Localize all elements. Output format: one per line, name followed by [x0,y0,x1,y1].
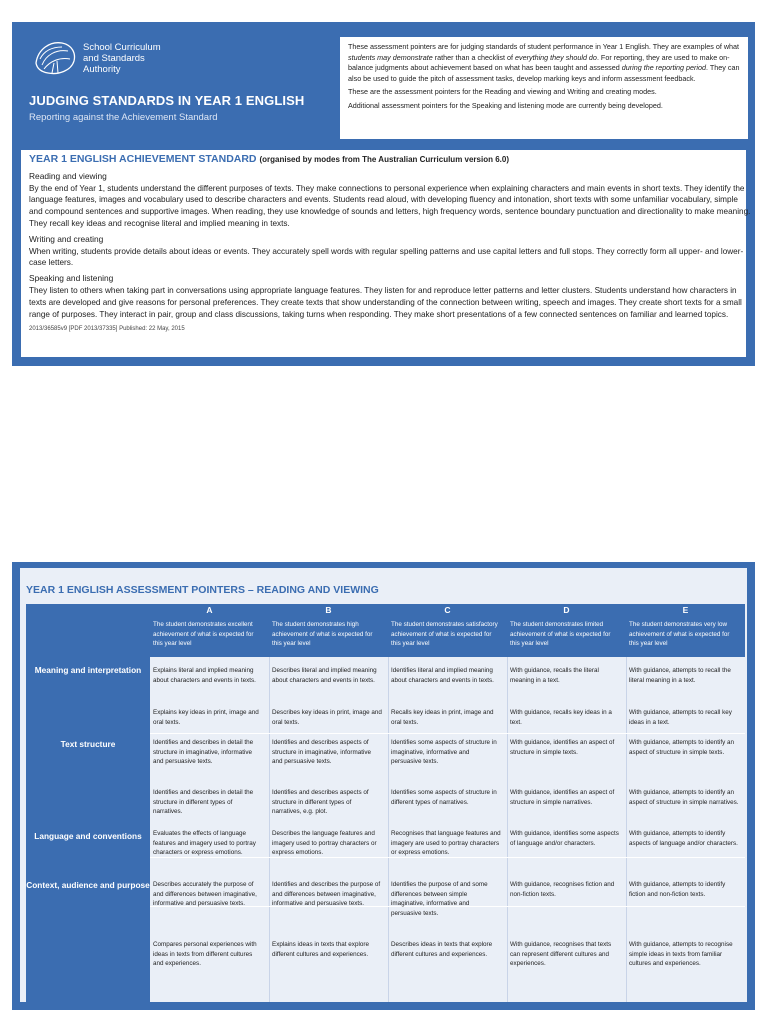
publication-meta: 2013/36585v9 [PDF 2013/37335] Published: 22 May, 2015 [29,326,185,333]
reading-text: By the end of Year 1, students understand the different purposes of texts. They make connections to personal experience when explaining characters and main events in short texts. They identify the language features, images and vocabulary used to describe characters and events. Students read aloud, with developing fluency and intonation, short texts with some unfamiliar vocabulary, simple and compound sentences and supportive images. When reading, they use knowledge of sounds and letters, high frequency words, sentence boundary punctuation and directionality to make meaning. They recall key ideas and recognise literal and implied meaning in texts. [29,183,751,228]
table-cell: With guidance, attempts to identify an aspect of structure in simple texts. [629,739,735,756]
table-cell: With guidance, identifies an aspect of structure in simple narratives. [510,789,615,806]
table-cell: With guidance, attempts to identify aspects of language and/or characters. [629,830,738,847]
assessment-pointers-card [12,562,755,1010]
table-cell: With guidance, recalls key ideas in a text. [510,709,612,726]
row-label-language: Language and conventions [34,831,142,841]
achievement-standard [29,154,751,336]
info-paragraph-2: These are the assessment pointers for the Reading and viewing and Writing and creating modes. [348,87,657,97]
grade-desc-a: The student demonstrates excellent achievement of what is expected for this year level [153,621,254,648]
document-subtitle: Reporting against the Achievement Standard [29,112,218,123]
grade-desc-b: The student demonstrates high achievement of what is expected for this year level [272,621,373,648]
table-cell: Identifies and describes aspects of structure in different types of narratives, e.g. plot. [272,789,369,816]
table-cell: Evaluates the effects of language features and imagery used to portray characters or express emotions. [153,830,256,857]
speaking-text: They listen to others when taking part in conversations using appropriate language features. They listen for and reproduce letter patterns and letter clusters. Students understand how characters in texts are developed and give reasons for personal preferences. They create texts that show understanding of the connection between writing, speech and images. They create short texts for a small range of purposes. They interact in pair, group and class discussions, taking turns when responding. They make short presentations of a few connected sentences on familiar and learned topics. [29,285,742,319]
row-label-structure: Text structure [60,739,116,749]
writing-text: When writing, students provide details about ideas or events. They accurately spell words with regular spelling patterns and use capital letters and full stops. They correctly form all upper- and lower-case letters. [29,246,744,268]
scsa-logo-icon [32,39,76,79]
writing-heading: Writing and creating [29,233,104,244]
document-title: JUDGING STANDARDS IN YEAR 1 ENGLISH [29,93,305,108]
table-cell: Describes key ideas in print, image and oral texts. [272,709,382,726]
table-cell: With guidance, attempts to recall the literal meaning in a text. [629,667,731,684]
column-divider [626,657,627,1002]
pointers-title: YEAR 1 ENGLISH ASSESSMENT POINTERS – READING AND VIEWING [26,584,379,596]
header-banner [21,31,746,150]
table-cell: With guidance, attempts to recall key ideas in a text. [629,709,732,726]
info-box [340,37,748,139]
table-cell: Identifies and describes aspects of structure in imaginative, informative and persuasive texts. [272,739,372,766]
table-cell: Identifies and describes the purpose of and differences between imaginative, informative and persuasive texts. [272,881,381,908]
table-cell: With guidance, attempts to identify an aspect of structure in simple narratives. [629,789,739,806]
table-cell: Describes ideas in texts that explore different cultures and experiences. [391,941,493,958]
grade-desc-d: The student demonstrates limited achievement of what is expected for this year level [510,621,611,648]
pointers-table [26,604,745,1002]
column-divider [507,657,508,1002]
table-cell: Explains literal and implied meaning about characters and events in texts. [153,667,256,684]
table-cell: Describes literal and implied meaning about characters and events in texts. [272,667,377,684]
column-divider [388,657,389,1002]
table-cell: Identifies the purpose of and some differences between simple imaginative, informative and persuasive texts. [391,881,488,917]
table-cell: Describes accurately the purpose of and differences between imaginative, informative and persuasive texts. [153,881,257,908]
info-paragraph-3: Additional assessment pointers for the Speaking and listening mode are currently being developed. [348,100,663,110]
table-cell: With guidance, attempts to identify fiction and non-fiction texts. [629,881,726,898]
standards-card [12,22,755,366]
table-cell: Recalls key ideas in print, image and oral texts. [391,709,494,726]
grade-letter-a: A [206,605,213,615]
standard-title: YEAR 1 ENGLISH ACHIEVEMENT STANDARD (organised by modes from The Australian Curriculum version 6.0) [29,153,509,165]
table-cell: Describes the language features and imagery used to portray characters or express emotions. [272,830,377,857]
table-cell: Identifies literal and implied meaning about characters and events in texts. [391,667,494,684]
table-cell: Identifies some aspects of structure in imaginative, informative and persuasive texts. [391,739,497,766]
table-cell: Identifies some aspects of structure in different types of narratives. [391,789,497,806]
table-cell: Compares personal experiences with ideas in texts from different cultures and experiences. [153,941,257,968]
org-line-2: and Standards [83,53,145,64]
table-cell: Identifies and describes in detail the structure in different types of narratives. [153,789,254,816]
row-divider [150,733,745,734]
reading-heading: Reading and viewing [29,170,107,181]
row-label-meaning: Meaning and interpretation [34,665,142,675]
organisation-name [83,42,161,75]
row-label-context: Context, audience and purpose [26,880,150,890]
org-line-3: Authority [83,64,121,75]
grade-letter-b: B [325,605,332,615]
table-cell: Identifies and describes in detail the structure in imaginative, informative and persuasive texts. [153,739,254,766]
table-cell: With guidance, recognises that texts can represent different cultures and experiences. [510,941,612,968]
table-cell: With guidance, recalls the literal meaning in a text. [510,667,599,684]
grade-letter-c: C [444,605,451,615]
grade-desc-c: The student demonstrates satisfactory achievement of what is expected for this year level [391,621,498,648]
org-line-1: School Curriculum [83,42,161,53]
table-cell: Explains key ideas in print, image and oral texts. [153,709,259,726]
table-cell: With guidance, recognises fiction and non-fiction texts. [510,881,615,898]
table-cell: With guidance, identifies some aspects of language and/or characters. [510,830,619,847]
table-cell: Recognises that language features and imagery are used to portray characters or express emotions. [391,830,501,857]
table-cell: Explains ideas in texts that explore different cultures and experiences. [272,941,369,958]
table-cell: With guidance, identifies an aspect of structure in simple texts. [510,739,615,756]
info-paragraph-1: These assessment pointers are for judging standards of student performance in Year 1 English. They are examples of what students may demonstrate rather than a checklist of everything they should do. For reporting, they are used to make on-balance judgments about achievement based on what has been taught and assessed during the reporting period. They can also be used to guide the pitch of assessment tasks, develop marking keys and inform assessment feedback. [348,42,740,83]
grade-desc-e: The student demonstrates very low achievement of what is expected for this year level [629,621,730,648]
grade-letter-e: E [682,605,689,615]
grade-letter-d: D [563,605,570,615]
column-divider [269,657,270,1002]
speaking-heading: Speaking and listening [29,273,114,284]
table-cell: With guidance, attempts to recognise simple ideas in texts from familiar cultures and experiences. [629,941,733,968]
